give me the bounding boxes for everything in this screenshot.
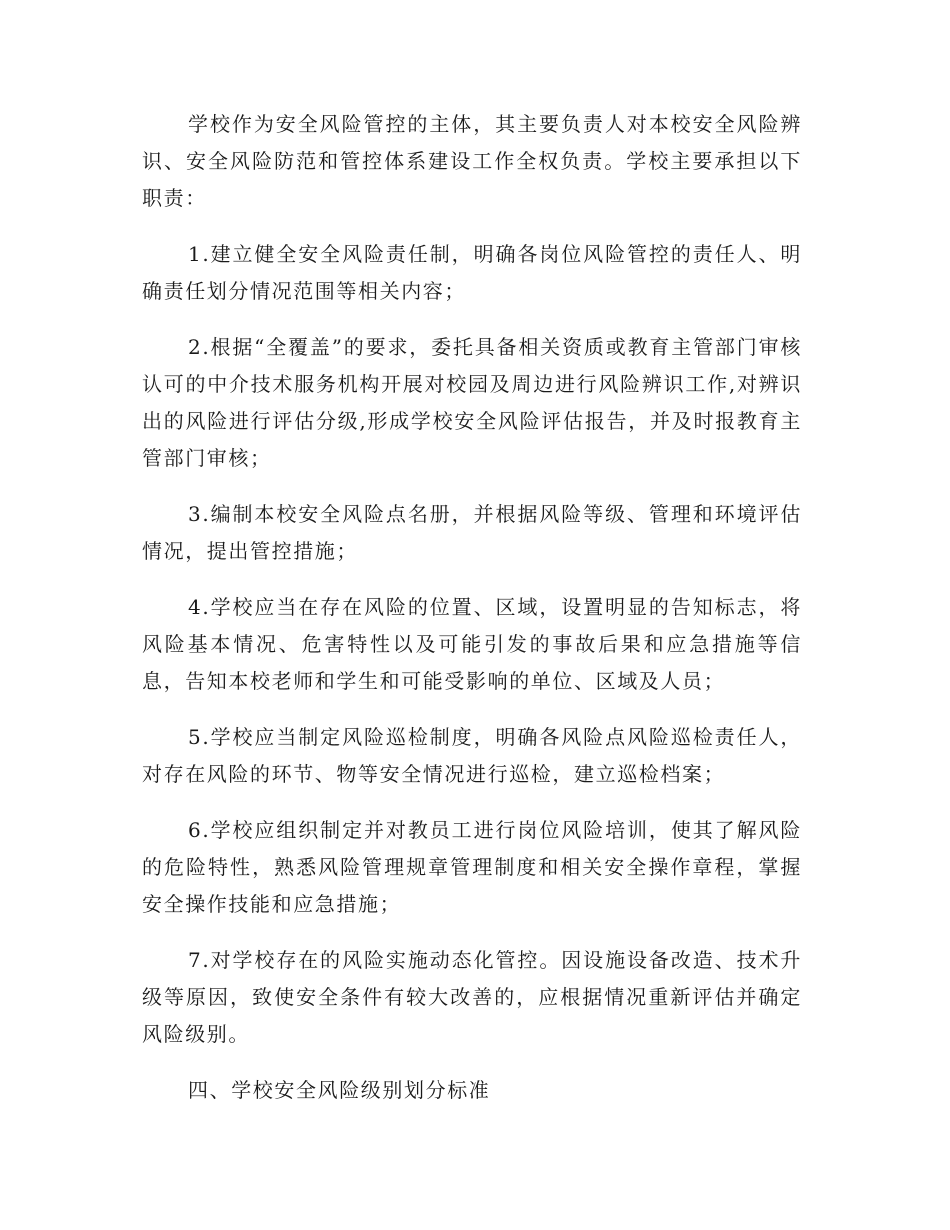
paragraph-item-1: 1.建立健全安全风险责任制，明确各岗位风险管控的责任人、明确责任划分情况范围等相关内容； xyxy=(142,242,802,303)
paragraph-item-7: 7.对学校存在的风险实施动态化管控。因设施设备改造、技术升级等原因，致使安全条件有较大改善的，应根据情况重新评估并确定风险级别。 xyxy=(142,948,802,1046)
paragraph-item-2: 2.根据“全覆盖”的要求，委托具备相关资质或教育主管部门审核认可的中介技术服务机构开展对校园及周边进行风险辨识工作,对辨识出的风险进行评估分级,形成学校安全风险评估报告，并及时报教育主管部门审核； xyxy=(142,335,802,470)
document-page xyxy=(142,106,802,1128)
section-heading: 四、学校安全风险级别划分标准 xyxy=(188,1078,491,1102)
paragraph-item-4: 4.学校应当在存在风险的位置、区域，设置明显的告知标志，将风险基本情况、危害特性以及可能引发的事故后果和应急措施等信息，告知本校老师和学生和可能受影响的单位、区域及人员； xyxy=(142,595,802,693)
paragraph-intro: 学校作为安全风险管控的主体，其主要负责人对本校安全风险辨识、安全风险防范和管控体系建设工作全权负责。学校主要承担以下职责： xyxy=(142,112,802,210)
paragraph-item-5: 5.学校应当制定风险巡检制度，明确各风险点风险巡检责任人，对存在风险的环节、物等安全情况进行巡检，建立巡检档案； xyxy=(142,725,802,786)
paragraph-item-6: 6.学校应组织制定并对教员工进行岗位风险培训，使其了解风险的危险特性，熟悉风险管理规章管理制度和相关安全操作章程，掌握安全操作技能和应急措施； xyxy=(142,818,802,916)
paragraph-item-3: 3.编制本校安全风险点名册，并根据风险等级、管理和环境评估情况，提出管控措施； xyxy=(142,502,802,563)
